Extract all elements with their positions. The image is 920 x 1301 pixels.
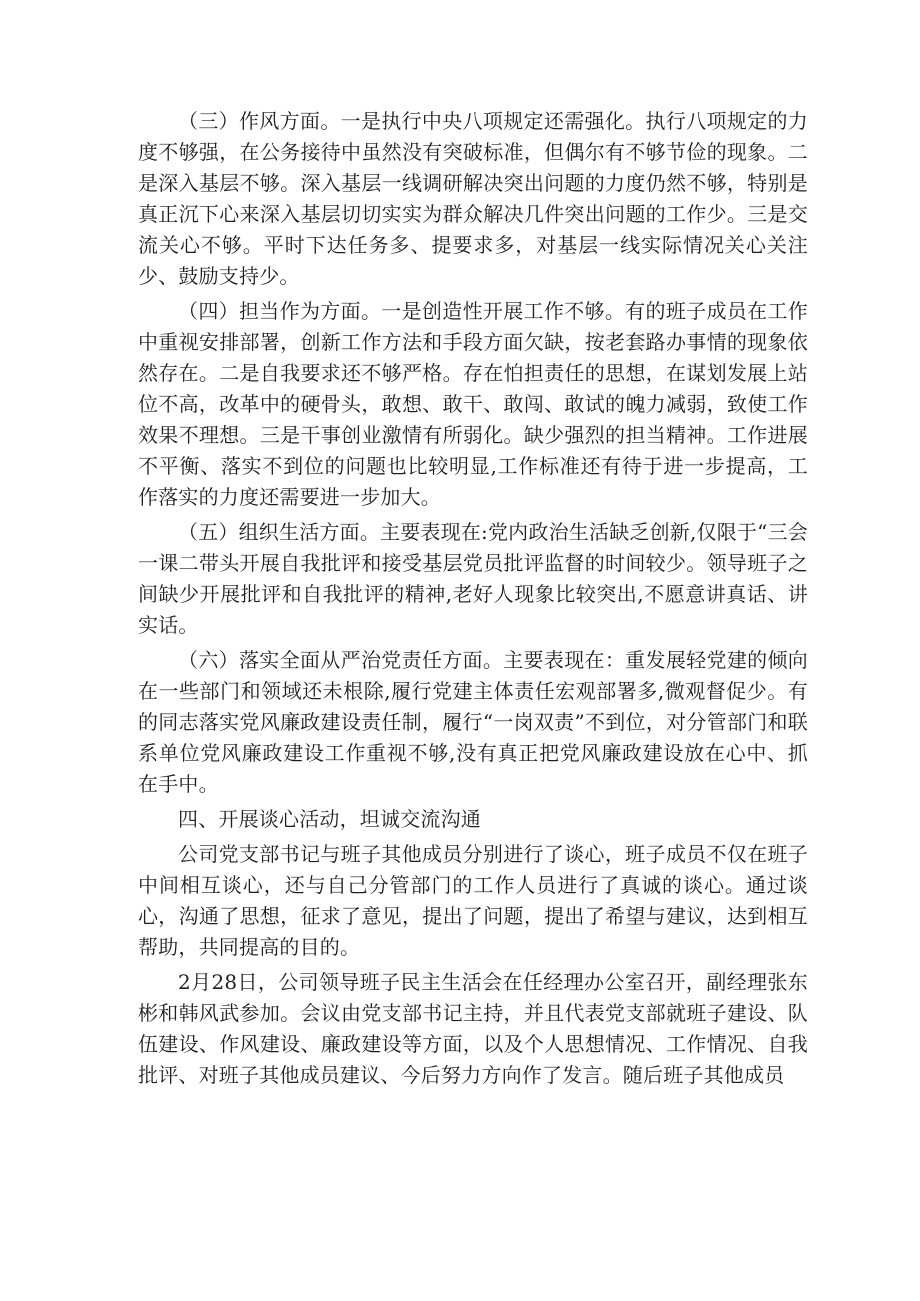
section-heading-heart-to-heart: 四、开展谈心活动，坦诚交流沟通 [178,807,481,831]
paragraph-heart-to-heart: 公司党支部书记与班子其他成员分别进行了谈心，班子成员不仅在班子中间相互谈心，还与自己分管部门的工作人员进行了真诚的谈心。通过谈心，沟通了思想，征求了意见，提出了问题，提出了希望与建议，达到相互帮助，共同提高的目的。 [138,842,808,959]
paragraph-party-governance: （六）落实全面从严治党责任方面。主要表现在：重发展轻党建的倾向在一些部门和领域还未根除,履行党建主体责任宏观部署多,微观督促少。有的同志落实党风廉政建设责任制，履行“一岗双责”不到位，对分管部门和联系单位党风廉政建设工作重视不够,没有真正把党风廉政建设放在心中、抓在手中。 [138,648,808,796]
paragraph-work-style: （三）作风方面。一是执行中央八项规定还需强化。执行八项规定的力度不够强，在公务接待中虽然没有突破标准，但偶尔有不够节俭的现象。二是深入基层不够。深入基层一线调研解决突出问题的力度仍然不够，特别是真正沉下心来深入基层切切实实为群众解决几件突出问题的工作少。三是交流关心不够。平时下达任务多、提要求多，对基层一线实际情况关心关注少、鼓励支持少。 [138,109,808,288]
paragraph-responsibility: （四）担当作为方面。一是创造性开展工作不够。有的班子成员在工作中重视安排部署，创新工作方法和手段方面欠缺，按老套路办事情的现象依然存在。二是自我要求还不够严格。存在怕担责任的思想，在谋划发展上站位不高，改革中的硬骨头，敢想、敢干、敢闯、敢试的魄力减弱，致使工作效果不理想。三是干事创业激情有所弱化。缺少强烈的担当精神。工作进展不平衡、落实不到位的问题也比较明显,工作标准还有待于进一步提高，工作落实的力度还需要进一步加大。 [138,299,808,509]
paragraph-organizational-life: （五）组织生活方面。主要表现在:党内政治生活缺乏创新,仅限于“三会一课二带头开展自我批评和接受基层党员批评监督的时间较少。领导班子之间缺少开展批评和自我批评的精神,老好人现象比较突出,不愿意讲真话、讲实话。 [138,520,808,637]
paragraph-meeting: 2月28日，公司领导班子民主生活会在任经理办公室召开，副经理张东彬和韩风武参加。会议由党支部书记主持，并且代表党支部就班子建设、队伍建设、作风建设、廉政建设等方面，以及个人思想情况、工作情况、自我批评、对班子其他成员建议、今后努力方向作了发言。随后班子其他成员 [138,970,808,1087]
